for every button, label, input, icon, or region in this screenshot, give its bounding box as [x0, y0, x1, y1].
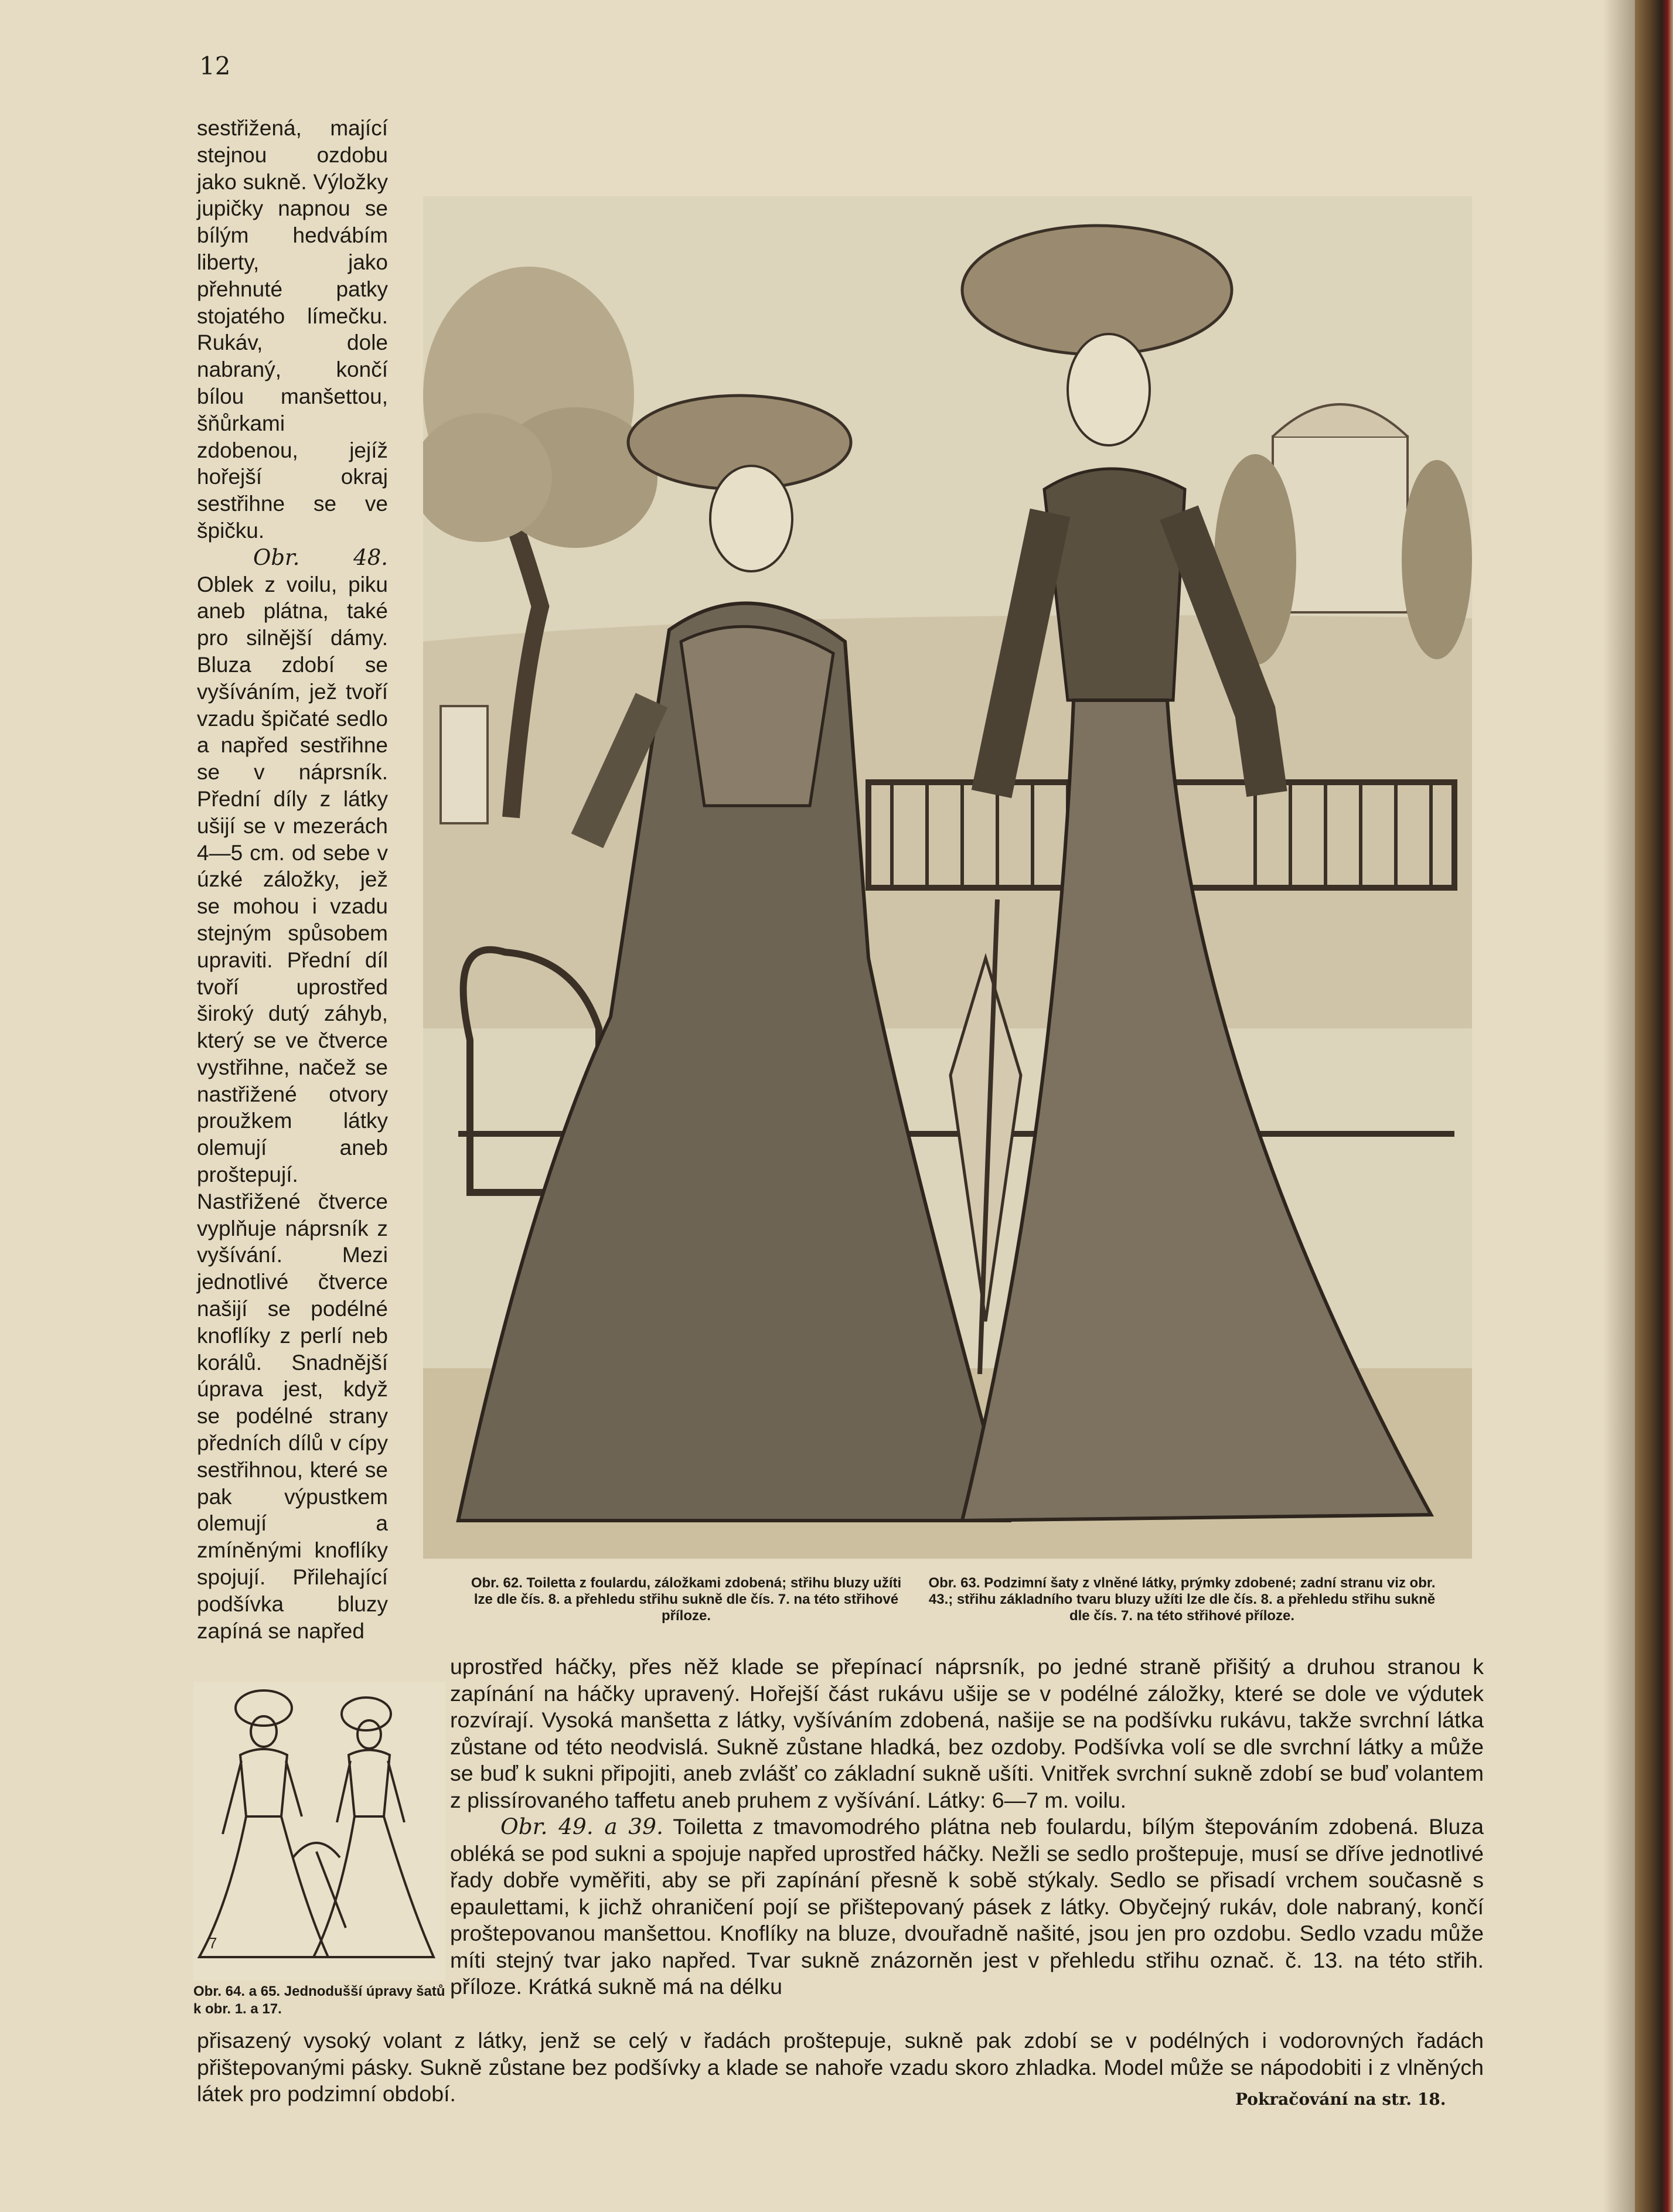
book-spine-edge: [1635, 0, 1673, 2212]
fashion-plate-illustration: [423, 196, 1472, 1559]
small-figure-number: 7: [209, 1934, 217, 1952]
left-column-text: [197, 115, 388, 1644]
page-number: 12: [199, 52, 231, 80]
body-paragraph-2: [450, 1814, 1484, 2000]
continued-on-page-note: Pokračování na str. 18.: [1235, 2090, 1446, 2109]
left-paragraph-2-text: Oblek z voilu, piku aneb plátna, také pro silnější dámy. Bluza zdobí se vyšíváním, jež tvoří vzadu špičaté sedlo a napřed sestřihne se v náprsník. Přední díly z látky ušijí se v mezerách 4—5 cm. od sebe v úzké záložky, jež se mohou i vzadu stejným spůsobem upraviti. Přední díl tvoří uprostřed široký dutý záhyb, který se ve čtverce vystřihne, načež se nastřižené otvory proužkem látky olemují aneb proštepují. Nastřižené čtverce vyplňuje náprsník z vyšívání. Mezi jednotlivé čtverce našijí se podélné knoflíky z perlí neb korálů. Snadnější úprava jest, když se podélné strany předních dílů v cípy sestřihnou, které se pak výpustkem olemují a zmíněnými knoflíky spojují. Přilehající podšívka bluzy zapíná se napřed: [197, 572, 388, 1643]
body-paragraph-2-text: Toiletta z tmavomodrého plátna neb foulardu, bílým štepováním zdobená. Bluza obléká se pod sukni a spojuje napřed uprostřed háčky. Nežli se sedlo proštepuje, musí se dříve jednotlivé řady dobře vyměřiti, aby se při zapínání přesně k sobě stýkaly. Sedlo se přisadí vrchem současně s epaulettami, k jichž ohraničení pojí se přištepovaný pásek z látky. Obyčejný rukáv, dole nabraný, končí proštepovanou manšettou. Knoflíky na bluze, dvouřadně našité, jsou jen pro ozdobu. Sedlo vzadu může míti stejný tvar jako napřed. Tvar sukně znázorněn jest v přehledu střihu označ. č. 13. na této střih. příloze. Krátká sukně má na délku: [450, 1814, 1484, 1999]
figure-reference-49-39: Obr. 49. a 39.: [500, 1814, 663, 1839]
small-line-drawing: [193, 1682, 445, 1981]
body-paragraph-1: uprostřed háčky, přes něž klade se přepínací náprsník, po jedné straně přišitý a druhou stranou k zapínání na háčky upravený. Hořejší část rukávu ušije se v podélné záložky, které se dole ve výdutek rozvírají. Vysoká manšetta z látky, vyšíváním zdobená, našije se na podšívku rukávu, takže svrchní látka zůstane od této neodvislá. Sukně zůstane hladká, bez ozdoby. Podšívka volí se dle svrchní látky a může se buď k sukni připojiti, aneb zvlášť co základní sukně ušíti. Vnitřek svrchní sukně zdobí se buď volantem z plissírovaného taffetu aneb pruhem z vyšívání. Látky: 6—7 m. voilu.: [450, 1654, 1484, 1812]
body-paragraph-3: přisazený vysoký volant z látky, jenž se celý v řadách proštepuje, sukně pak zdobí se v podélných i vodorovných řadách přištepovanými pásky. Sukně zůstane bez podšívky a klade se nahoře vzadu skoro zhladka. Model může se nápodobiti i z vlněných látek pro podzimní období.: [197, 2028, 1484, 2106]
left-paragraph-1: sestřižená, mající stejnou ozdobu jako sukně. Výložky jupičky napnou se bílým hedvábím liberty, jako přehnuté patky stojatého límečku. Rukáv, dole nabraný, končí bílou manšettou, šňůrkami zdobenou, jejíž hořejší okraj sestřihne se ve špičku.: [197, 116, 388, 543]
figure-63-caption: Obr. 63. Podzimní šaty z vlněné látky, prýmky zdobené; zadní stranu viz obr. 43.; střihu základního tvaru bluzy užíti lze dle čís. 8. a přehledu střihu sukně dle čís. 7. na této střihové příloze.: [928, 1575, 1436, 1624]
left-paragraph-2: [197, 544, 388, 1645]
figure-reference-48: Obr. 48.: [253, 544, 388, 570]
figures-64-65-drawing: [193, 1682, 445, 1981]
figure-62-caption: Obr. 62. Toiletta z foulardu, záložkami zdobená; střihu bluzy užíti lze dle čís. 8. a přehledu střihu sukně dle čís. 7. na této střihové příloze.: [471, 1575, 902, 1624]
body-text-right: [450, 1654, 1484, 2000]
fashion-plate-drawing: [423, 196, 1472, 1559]
figure-64-65-caption: Obr. 64. a 65. Jednodušší úpravy šatů k obr. 1. a 17.: [193, 1983, 445, 2017]
